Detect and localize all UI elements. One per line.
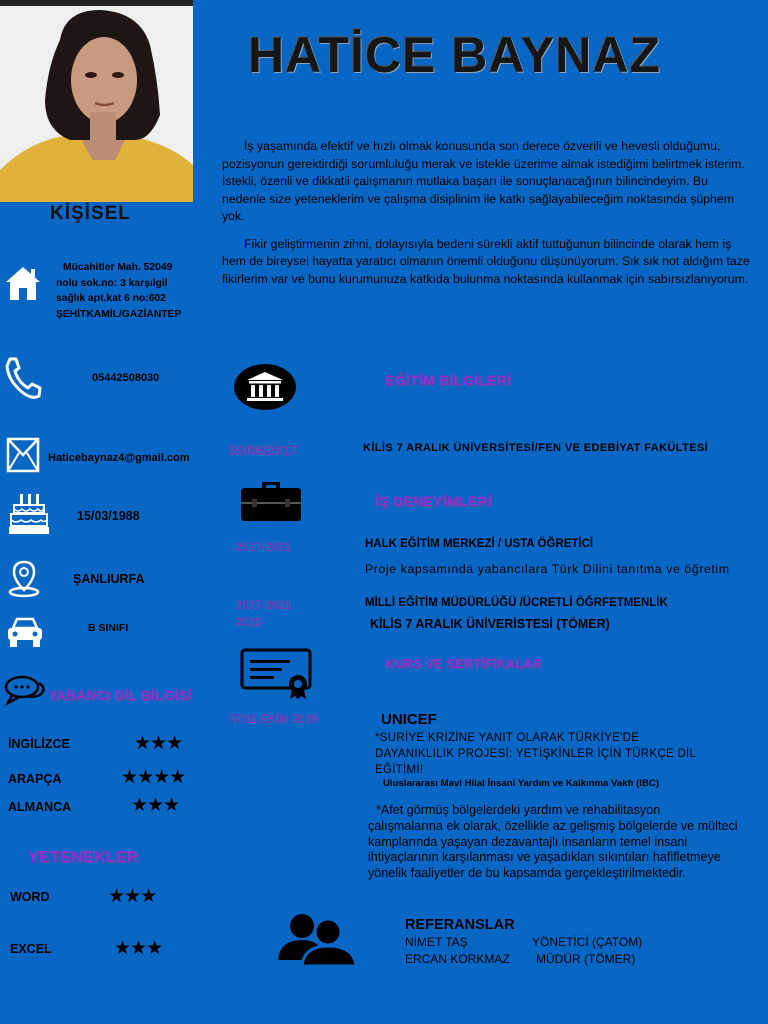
skill-name-word: WORD xyxy=(10,890,50,904)
education-date: 16/06/2017 xyxy=(228,442,299,458)
references-title: REFERANSLAR xyxy=(405,917,515,933)
experience-desc-1: Proje kapsamında yabancılara Türk Dilini tanıtma ve öğretim xyxy=(365,562,730,576)
address-line-2: nolu sok.no: 3 karşılgil xyxy=(56,277,168,289)
certificate-desc-2: *Afet görmüş bölgelerdeki yardım ve rehabilitasyon çalışmalarına ek olarak, özellikle az gelişmiş bölgelerde ve mülteci kamplarında yaşayan dezavantajlı insanların temel insani ihtiyaçlarının karşılanması ve yaşadıkları sıkıntıları hafifletmeye yönelik faaliyetler de bu kapsamda gerçekleştirilmektedir. xyxy=(368,803,738,881)
experience-title-1: HALK EĞİTİM MERKEZİ / USTA ÖĞRETİCİ xyxy=(365,538,594,550)
address-line-1: Mücahitler Mah. 52049 xyxy=(63,262,173,273)
reference-name-2: ERCAN KORKMAZ xyxy=(405,952,510,966)
home-icon xyxy=(4,264,42,302)
address-line-4: ŞEHİTKAMİL/GAZİANTEP xyxy=(56,308,182,320)
summary-paragraph-2: Fikir geliştirmenin zihni, dolayısıyla bedeni sürekli aktif tuttuğunun bilincinde olarak hem iş hem de bireysel hayatta yaratıcı olmanın önemli olduğunu düşünüyorum. Sık sık not aldığım taze fikirlerim var ve bunu kurumunuza katkıda bulunma noktasında kullanmak için sabırsızlanıyorum. xyxy=(222,236,750,286)
phone-number: 05442508030 xyxy=(92,372,160,384)
skills-title: YETENEKLER xyxy=(28,849,139,866)
experience-title-2: MİLLİ EĞİTİM MÜDÜRLÜĞÜ /ÜCRETLİ ÖĞRFETMENLİK xyxy=(365,597,668,609)
car-icon xyxy=(6,616,44,650)
reference-role-2: MÜDÜR (TÖMER) xyxy=(536,952,636,966)
people-icon xyxy=(276,910,358,968)
education-school: KİLİS 7 ARALIK ÜNİVERSİTESİ/FEN VE EDEBİYAT FAKÜLTESİ xyxy=(363,442,709,454)
license: B SINIFI xyxy=(88,622,129,634)
location-pin-icon xyxy=(8,560,40,598)
certificate-org-1: UNICEF xyxy=(381,711,437,728)
certificate-desc-1: *SURİYE KRİZİNE YANIT OLARAK TÜRKİYE'DE DAYANIKLILIK PROJESİ: YETİŞKİNLER İÇİN TÜRKÇE DİL EĞİTİMİ! xyxy=(375,732,696,776)
reference-name-1: NİMET TAŞ xyxy=(405,935,468,949)
bank-building-icon xyxy=(233,363,297,411)
certificate-org-2: Uluslararası Mavi Hilal İnsani Yardım ve Kalkınma Vakfı (IBC) xyxy=(383,778,660,789)
language-rating-arabic: ★★★★ xyxy=(121,767,186,788)
experience-title-3: KİLİS 7 ARALIK ÜNİVERİSTESİ (TÖMER) xyxy=(370,617,610,631)
language-name-english: İNGİLİZCE xyxy=(8,737,70,751)
personal-section-title: KİŞİSEL xyxy=(50,203,131,224)
language-rating-german: ★★★ xyxy=(131,795,180,816)
profile-photo xyxy=(0,0,193,202)
envelope-icon xyxy=(6,437,40,473)
address-line-3: sağlık apt.kat 6 no:602 xyxy=(56,293,166,304)
full-name: HATİCE BAYNAZ xyxy=(248,27,662,83)
certificate-date: 07/11 EKİM 2019 xyxy=(229,714,318,726)
education-title: EĞİTİM BİLGİLERİ xyxy=(385,372,512,388)
briefcase-icon xyxy=(240,480,302,522)
skill-rating-word: ★★★ xyxy=(108,886,157,907)
language-rating-english: ★★★ xyxy=(134,733,183,754)
skill-rating-excel: ★★★ xyxy=(114,938,163,959)
summary-paragraph-1: İş yaşamında efektif ve hızlı olmak konusunda son derece özverili ve hevesli olduğumu, pozisyonun gerektirdiği sorumluluğu merak ve istekle üzerime almak istediğimi belirtmek isterim. İstekli, özenli ve dikkatli çalışmanın mutlaka başarı ile sonuçlanacağının bilincindeyim. Bu nedenle size yeteneklerim ve çalışma disiplinim ile katkı sağlayabileceğim noktasında şüphem yok. xyxy=(222,139,745,223)
birthday-cake-icon xyxy=(8,492,50,536)
certificates-title: KURS VE SERTİFİKALAR xyxy=(385,657,542,671)
languages-title: YABANCI DİL BİLGİSİ xyxy=(48,688,192,703)
birth-date: 15/03/1988 xyxy=(77,509,140,523)
certificate-icon xyxy=(240,648,314,700)
experience-date-2: 2017-2021 xyxy=(236,600,291,612)
language-name-arabic: ARAPÇA xyxy=(8,772,62,786)
summary xyxy=(222,138,754,298)
speech-bubbles-icon xyxy=(3,675,45,707)
address xyxy=(56,260,196,322)
skill-name-excel: EXCEL xyxy=(10,942,52,956)
phone-icon xyxy=(4,356,42,400)
experience-date-3: 2022- xyxy=(236,617,266,629)
city: ŞANLIURFA xyxy=(73,572,145,586)
experience-title: İŞ DENEYİMLERİ xyxy=(375,493,492,509)
language-name-german: ALMANCA xyxy=(8,800,72,814)
email-address: Haticebaynaz4@gmail.com xyxy=(48,452,190,464)
reference-role-1: YÖNETİCİ (ÇATOM) xyxy=(532,935,643,949)
experience-date-1: 2017-2021 xyxy=(236,542,291,554)
